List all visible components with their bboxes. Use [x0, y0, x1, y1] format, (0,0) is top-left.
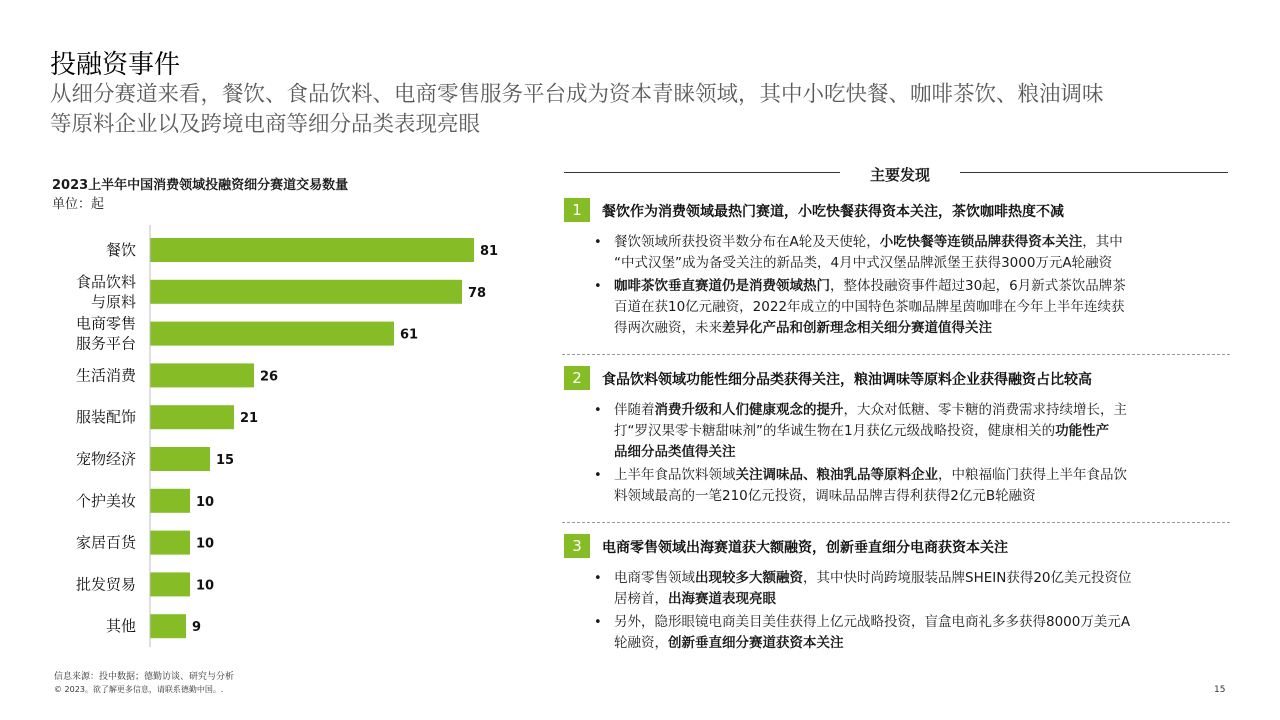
header-rule-left [564, 172, 840, 173]
category-label: 批发贸易 [75, 575, 136, 594]
bullet-emphasis: 咖啡茶饮垂直赛道仍是消费领域热门 [614, 278, 830, 294]
bar-食品饮料与原料 [150, 280, 462, 304]
category-label: 家居百货 [75, 533, 136, 552]
bar-value-label: 81 [480, 244, 499, 259]
category-label: 餐饮 [105, 241, 136, 259]
source-note: 信息来源：投中数据；德勤访谈、研究与分析 [54, 672, 235, 682]
bullet-text: 伴随着 [614, 402, 655, 418]
bullet-text: “中式汉堡”成为备受关注的新品类，4月中式汉堡品牌派堡王获得3000万元A轮融资 [614, 255, 1113, 271]
bar-value-label: 21 [240, 411, 259, 427]
category-label: 宠物经济 [75, 450, 136, 468]
page-number: 15 [1214, 685, 1226, 695]
category-label: 电商零售 [75, 314, 136, 333]
bullet-line [614, 318, 1232, 339]
bullet-emphasis: 差异化产品和创新理念相关细分赛道值得关注 [722, 320, 992, 336]
header-rule-right [960, 172, 1228, 173]
bar-value-label: 10 [196, 494, 215, 510]
chart-title: 2023上半年中国消费领域投融资细分赛道交易数量 [52, 178, 349, 193]
page-subtitle [50, 80, 1240, 140]
bar-家居百货 [150, 531, 190, 555]
bullet-line [614, 612, 1232, 633]
finding-bullets [592, 232, 1232, 341]
bullet-line [614, 442, 1232, 463]
bullet-text: 居榜首， [614, 591, 668, 607]
bar-value-label: 26 [260, 369, 279, 385]
bullet-line [614, 589, 1232, 610]
bullet-text: ，中粮福临门获得上半年食品饮 [938, 467, 1127, 483]
bullet-text: 另外，隐形眼镜电商美目美佳获得上亿元战略投资，盲盒电商礼多多获得8000万美元A [614, 614, 1131, 630]
bullet-line [614, 421, 1232, 442]
bar-宠物经济 [150, 447, 210, 471]
bullet-text: ，其中快时尚跨境服装品牌SHEIN获得20亿美元投资位 [803, 570, 1132, 586]
finding-number-badge: 1 [564, 198, 590, 222]
finding-number-badge: 2 [564, 366, 590, 390]
key-findings-title: 主要发现 [869, 166, 930, 184]
bullet-item [592, 612, 1232, 654]
bar-value-label: 9 [192, 620, 202, 636]
bullet-item [592, 465, 1232, 507]
bar-value-label: 78 [468, 285, 487, 301]
bullet-text: 料领域最高的一笔210亿元投资，调味品品牌吉得利获得2亿元B轮融资 [614, 488, 1036, 504]
bullet-line [614, 633, 1232, 654]
finding-bullets [592, 568, 1232, 656]
bullet-line [614, 297, 1232, 318]
bullet-text: 打“罗汉果零卡糖甜味剂”的华诚生物在1月获亿元级战略投资，健康相关的 [614, 423, 1056, 439]
chart-unit: 单位：起 [52, 197, 105, 212]
bullet-text: ，其中 [1082, 234, 1123, 250]
finding-bullets [592, 400, 1232, 509]
bullet-line [614, 465, 1232, 486]
key-findings-header [562, 160, 1230, 190]
bar-服装配饰 [150, 405, 234, 429]
bullet-emphasis: 品细分品类值得关注 [614, 444, 736, 460]
key-findings-panel [562, 160, 1230, 190]
bar-其他 [150, 614, 186, 638]
bullet-item [592, 276, 1232, 339]
bar-value-label: 10 [196, 578, 215, 594]
finding-number-badge: 3 [564, 534, 590, 558]
bullet-text: 电商零售领域 [614, 570, 695, 586]
bullet-emphasis: 消费升级和人们健康观念的提升 [654, 402, 844, 418]
bullet-item [592, 400, 1232, 463]
bullet-line [614, 232, 1232, 253]
bar-value-label: 10 [196, 536, 215, 552]
category-label: 与原料 [90, 292, 136, 311]
finding-heading: 餐饮作为消费领域最热门赛道，小吃快餐获得资本关注，茶饮咖啡热度不减 [602, 204, 1064, 220]
bullet-emphasis: 出海赛道表现亮眼 [668, 591, 776, 607]
bullet-line [614, 253, 1232, 274]
bullet-line [614, 568, 1232, 589]
bullet-line [614, 400, 1232, 421]
bullet-emphasis: 创新垂直细分赛道获资本关注 [668, 635, 844, 651]
category-label: 食品饮料 [75, 272, 136, 291]
bullet-text: ，整体投融资事件超过30起，6月新式茶饮品牌茶 [830, 278, 1126, 294]
bullet-text: 餐饮领域所获投资半数分布在A轮及天使轮， [614, 234, 880, 250]
bar-批发贸易 [150, 572, 190, 596]
bar-chart [0, 225, 540, 650]
category-label: 其他 [105, 617, 136, 636]
bullet-text: 百道在获10亿元融资，2022年成立的中国特色茶咖品牌星茵咖啡在今年上半年连续获 [614, 299, 1125, 315]
category-label: 个护美妆 [75, 491, 136, 510]
page-title: 投融资事件 [50, 50, 181, 80]
subtitle-line-1: 从细分赛道来看，餐饮、食品饮料、电商零售服务平台成为资本青睐领域，其中小吃快餐、咖啡茶饮、粮油调味 [50, 82, 1104, 107]
category-label: 服装配饰 [75, 408, 136, 427]
bar-value-label: 61 [400, 327, 419, 343]
bar-餐饮 [150, 238, 474, 262]
bullet-emphasis: 功能性产 [1055, 423, 1110, 439]
bullet-text: 得两次融资，未来 [614, 320, 722, 336]
bullet-line [614, 276, 1232, 297]
bullet-text: ，大众对低糖、零卡糖的消费需求持续增长，主 [843, 402, 1127, 418]
bullet-text: 轮融资， [614, 635, 668, 651]
bullet-item [592, 568, 1232, 610]
bar-value-label: 15 [216, 453, 235, 468]
copyright-note: © 2023。欲了解更多信息，请联系德勤中国。. [54, 685, 224, 694]
subtitle-line-2: 等原料企业以及跨境电商等细分品类表现亮眼 [50, 112, 481, 137]
bullet-emphasis: 关注调味品、粮油乳品等原料企业 [735, 467, 938, 483]
bar-生活消费 [150, 363, 254, 387]
bullet-text: 上半年食品饮料领域 [614, 467, 736, 483]
bar-个护美妆 [150, 489, 190, 513]
findings-divider [562, 522, 1230, 523]
finding-heading: 电商零售领域出海赛道获大额融资，创新垂直细分电商获资本关注 [602, 540, 1008, 556]
category-label: 服务平台 [75, 334, 136, 353]
findings-divider [562, 354, 1230, 355]
finding-heading: 食品饮料领域功能性细分品类获得关注，粮油调味等原料企业获得融资占比较高 [602, 372, 1092, 388]
category-label: 生活消费 [75, 366, 136, 385]
bullet-emphasis: 出现较多大额融资 [695, 570, 803, 586]
bullet-item [592, 232, 1232, 274]
bullet-line [614, 486, 1232, 507]
bar-电商零售服务平台 [150, 322, 394, 346]
bullet-emphasis: 小吃快餐等连锁品牌获得资本关注 [879, 234, 1083, 250]
